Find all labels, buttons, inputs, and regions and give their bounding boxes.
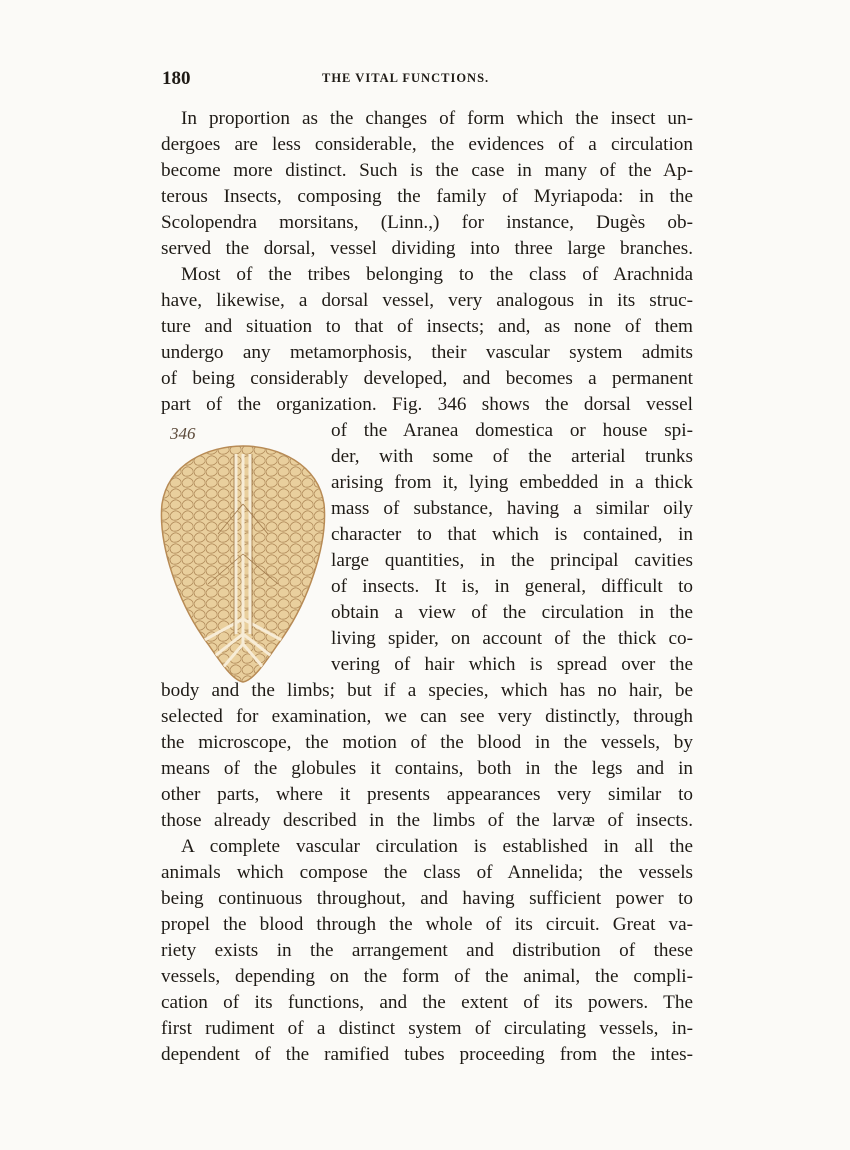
text-line: part of the organization. Fig. 346 shows the dorsal vessel	[161, 394, 693, 415]
text-line: dependent of the ramified tubes proceeding from the intes-	[161, 1044, 693, 1065]
text-line: living spider, on account of the thick co-	[331, 628, 693, 649]
dorsal-vessel-spider-illustration	[158, 444, 328, 684]
text-line: the microscope, the motion of the blood in the vessels, by	[161, 732, 693, 753]
text-line: der, with some of the arterial trunks	[331, 446, 693, 467]
text-line: mass of substance, having a similar oily	[331, 498, 693, 519]
text-line: served the dorsal, vessel dividing into three large branches.	[161, 238, 693, 259]
text-line: selected for examination, we can see very distinctly, through	[161, 706, 693, 727]
text-line: A complete vascular circulation is established in all the	[181, 836, 693, 857]
text-line: those already described in the limbs of the larvæ of insects.	[161, 810, 693, 831]
page-number: 180	[162, 68, 191, 89]
page-header	[162, 68, 692, 94]
text-line: arising from it, lying embedded in a thick	[331, 472, 693, 493]
text-line: undergo any metamorphosis, their vascular system admits	[161, 342, 693, 363]
running-head: THE VITAL FUNCTIONS.	[322, 71, 490, 85]
text-line: terous Insects, composing the family of Myriapoda: in the	[161, 186, 693, 207]
text-line: of being considerably developed, and becomes a permanent	[161, 368, 693, 389]
text-line: body and the limbs; but if a species, which has no hair, be	[161, 680, 693, 701]
text-line: animals which compose the class of Annelida; the vessels	[161, 862, 693, 883]
text-line: dergoes are less considerable, the evidences of a circulation	[161, 134, 693, 155]
text-line: cation of its functions, and the extent of its powers. The	[161, 992, 693, 1013]
text-line: of the Aranea domestica or house spi-	[331, 420, 693, 441]
text-line: means of the globules it contains, both in the legs and in	[161, 758, 693, 779]
text-line: riety exists in the arrangement and distribution of these	[161, 940, 693, 961]
text-line: vessels, depending on the form of the animal, the compli-	[161, 966, 693, 987]
text-line: other parts, where it presents appearances very similar to	[161, 784, 693, 805]
figure-346	[158, 424, 330, 686]
text-line: character to that which is contained, in	[331, 524, 693, 545]
text-line: Scolopendra morsitans, (Linn.,) for instance, Dugès ob-	[161, 212, 693, 233]
text-line: become more distinct. Such is the case in many of the Ap-	[161, 160, 693, 181]
text-line: vering of hair which is spread over the	[331, 654, 693, 675]
text-line: being continuous throughout, and having sufficient power to	[161, 888, 693, 909]
text-line: obtain a view of the circulation in the	[331, 602, 693, 623]
text-line: propel the blood through the whole of its circuit. Great va-	[161, 914, 693, 935]
text-line: In proportion as the changes of form which the insect un-	[181, 108, 693, 129]
text-line: large quantities, in the principal cavities	[331, 550, 693, 571]
text-line: ture and situation to that of insects; and, as none of them	[161, 316, 693, 337]
text-line: Most of the tribes belonging to the class of Arachnida	[181, 264, 693, 285]
figure-label: 346	[170, 424, 196, 443]
text-line: of insects. It is, in general, difficult to	[331, 576, 693, 597]
text-line: first rudiment of a distinct system of circulating vessels, in-	[161, 1018, 693, 1039]
text-line: have, likewise, a dorsal vessel, very analogous in its struc-	[161, 290, 693, 311]
